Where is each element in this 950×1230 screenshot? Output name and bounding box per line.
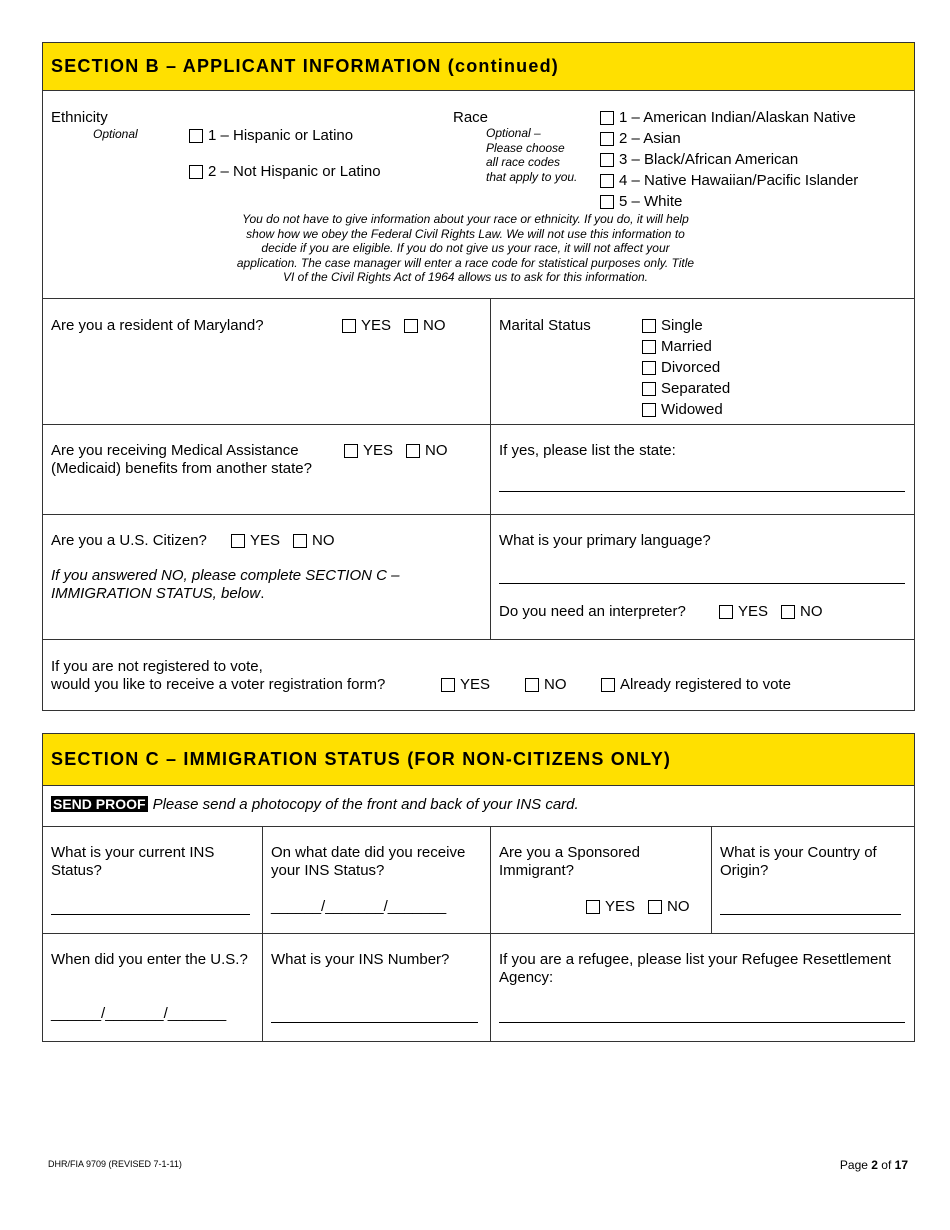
voter-question-line: If you are not registered to vote, (51, 658, 263, 675)
interpreter-yes[interactable] (719, 603, 768, 620)
race-option-pacific-islander[interactable] (600, 172, 858, 190)
option-label: 1 – American Indian/Alaskan Native (619, 109, 856, 126)
checkbox[interactable] (586, 900, 600, 914)
checkbox[interactable] (600, 132, 614, 146)
no-label: NO (800, 603, 823, 620)
checkbox[interactable] (601, 678, 615, 692)
sponsored-question (499, 844, 640, 880)
resident-yes[interactable] (342, 317, 391, 334)
form-id: DHR/FIA 9709 (REVISED 7-1-11) (48, 1159, 182, 1169)
ins-status-line: What is your current INS (51, 844, 215, 861)
checkbox[interactable] (231, 534, 245, 548)
divider (43, 298, 914, 299)
option-label: 4 – Native Hawaiian/Pacific Islander (619, 172, 859, 189)
interpreter-no[interactable] (781, 603, 823, 620)
medicaid-yes[interactable] (344, 442, 393, 459)
race-instruction-line: that apply to you. (486, 169, 578, 184)
sponsored-line: Immigrant? (499, 862, 575, 879)
column-divider (490, 298, 491, 639)
race-option-white[interactable] (600, 193, 682, 211)
ethnicity-label: Ethnicity (51, 109, 108, 126)
race-instructions (486, 126, 577, 184)
option-label: 2 – Not Hispanic or Latino (208, 163, 381, 180)
option-label: Separated (661, 380, 731, 397)
note-line: decide if you are eligible. If you do not give us your race, it will not affect your (261, 241, 670, 255)
sponsored-line: Are you a Sponsored (499, 844, 640, 861)
option-label: Single (661, 317, 703, 334)
divider (43, 826, 914, 827)
medicaid-question (51, 442, 312, 478)
refugee-line: Agency: (499, 969, 554, 986)
ethnicity-option-not-hispanic[interactable] (189, 163, 381, 180)
resident-question: Are you a resident of Maryland? (51, 317, 264, 334)
checkbox[interactable] (404, 319, 418, 333)
ins-date-question (271, 844, 465, 880)
country-line: Origin? (720, 862, 769, 879)
race-instruction-line: Please choose (486, 140, 565, 155)
sponsored-yes[interactable] (586, 898, 635, 915)
race-options (600, 109, 858, 214)
checkbox[interactable] (642, 319, 656, 333)
option-label: 3 – Black/African American (619, 151, 799, 168)
entered-us-field[interactable]: ______/_______/_______ (51, 1005, 227, 1022)
entered-us-question: When did you enter the U.S.? (51, 951, 248, 968)
section-b-header (43, 43, 914, 91)
ins-number-question: What is your INS Number? (271, 951, 450, 968)
checkbox[interactable] (189, 165, 203, 179)
note-line: show how we obey the Federal Civil Rights Law. We will not use this information to (246, 226, 685, 241)
option-label: 2 – Asian (619, 130, 681, 147)
country-field[interactable] (720, 914, 901, 915)
ins-status-field[interactable] (51, 914, 250, 915)
refugee-question (499, 951, 891, 987)
already-label: Already registered to vote (620, 676, 791, 693)
citizen-note-line: If you answered NO, please complete SECTION C – (51, 567, 400, 584)
send-proof-row (51, 795, 579, 814)
civil-rights-note (183, 212, 748, 285)
column-divider (711, 826, 712, 933)
sponsored-no[interactable] (648, 898, 690, 915)
resident-no[interactable] (404, 317, 446, 334)
medicaid-no[interactable] (406, 442, 448, 459)
column-divider (262, 826, 263, 1041)
divider (43, 933, 914, 934)
voter-already-registered[interactable] (601, 676, 791, 693)
checkbox[interactable] (600, 111, 614, 125)
option-label: 1 – Hispanic or Latino (208, 127, 354, 144)
checkbox[interactable] (642, 382, 656, 396)
marital-option-separated[interactable] (642, 380, 730, 398)
page-number (840, 1158, 908, 1172)
voter-question-line: would you like to receive a voter registration form? (51, 676, 386, 693)
section-c (42, 733, 915, 1042)
note-line: You do not have to give information about your race or ethnicity. If you do, it will help (242, 212, 689, 226)
citizen-yes[interactable] (231, 532, 280, 549)
ins-status-line: Status? (51, 862, 102, 879)
no-label: NO (312, 532, 335, 549)
race-label: Race (453, 109, 489, 126)
medicaid-question-line: Are you receiving Medical Assistance (51, 442, 299, 459)
option-label: Widowed (661, 401, 723, 418)
no-label: NO (425, 442, 448, 459)
marital-options (642, 317, 730, 422)
section-b (42, 42, 915, 711)
no-label: NO (423, 317, 446, 334)
checkbox[interactable] (642, 361, 656, 375)
race-instruction-line: Optional – (486, 126, 541, 140)
refugee-line: If you are a refugee, please list your Refugee Resettlement (499, 951, 891, 968)
medicaid-state-label: If yes, please list the state: (499, 442, 676, 459)
marital-status-label: Marital Status (499, 317, 591, 334)
marital-option-widowed[interactable] (642, 401, 723, 419)
section-b-title: SECTION B – APPLICANT INFORMATION (continued) (51, 56, 559, 76)
race-instruction-line: all race codes (486, 155, 561, 169)
ins-date-line: your INS Status? (271, 862, 385, 879)
race-option-asian[interactable] (600, 130, 681, 148)
checkbox[interactable] (342, 319, 356, 333)
checkbox[interactable] (441, 678, 455, 692)
divider (43, 514, 914, 515)
citizen-note-line: IMMIGRATION STATUS, below (51, 585, 261, 602)
checkbox[interactable] (642, 340, 656, 354)
voter-yes[interactable] (441, 676, 490, 693)
yes-label: YES (250, 532, 281, 549)
citizen-no[interactable] (293, 532, 335, 549)
page-mid: of (877, 1158, 895, 1172)
marital-option-married[interactable] (642, 338, 712, 356)
checkbox[interactable] (189, 129, 203, 143)
citizen-question: Are you a U.S. Citizen? (51, 532, 207, 549)
option-label: Divorced (661, 359, 721, 376)
checkbox[interactable] (600, 195, 614, 209)
ins-date-field[interactable]: ______/_______/_______ (271, 898, 447, 915)
section-c-title: SECTION C – IMMIGRATION STATUS (FOR NON-CITIZENS ONLY) (51, 749, 672, 769)
note-line: VI of the Civil Rights Act of 1964 allows us to ask for this information. (282, 270, 649, 284)
interpreter-question: Do you need an interpreter? (499, 603, 686, 620)
checkbox[interactable] (719, 605, 733, 619)
option-label: 5 – White (619, 193, 683, 210)
page-current: 2 (871, 1158, 878, 1172)
divider (43, 424, 914, 425)
race-option-american-indian[interactable] (600, 109, 856, 127)
medicaid-question-line: (Medicaid) benefits from another state? (51, 460, 312, 477)
race-option-black[interactable] (600, 151, 798, 169)
country-question (720, 844, 877, 880)
citizen-note-period: . (260, 585, 265, 602)
yes-label: YES (605, 898, 636, 915)
yes-label: YES (363, 442, 394, 459)
yes-label: YES (738, 603, 769, 620)
checkbox[interactable] (525, 678, 539, 692)
checkbox[interactable] (642, 403, 656, 417)
checkbox[interactable] (600, 174, 614, 188)
no-label: NO (544, 676, 567, 693)
checkbox[interactable] (600, 153, 614, 167)
ethnicity-option-hispanic[interactable] (189, 127, 353, 144)
checkbox[interactable] (293, 534, 307, 548)
medicaid-state-field[interactable] (499, 491, 905, 492)
marital-option-divorced[interactable] (642, 359, 720, 377)
send-proof-badge: SEND PROOF (53, 796, 146, 812)
note-line: application. The case manager will enter a race code for statistical purposes only. Title (236, 255, 695, 270)
ins-status-question (51, 844, 214, 880)
send-proof-text: Please send a photocopy of the front and back of your INS card. (152, 796, 579, 813)
citizen-note (51, 567, 399, 603)
ins-date-line: On what date did you receive (271, 844, 466, 861)
refugee-agency-field[interactable] (499, 1022, 905, 1023)
ins-number-field[interactable] (271, 1022, 478, 1023)
section-c-header (43, 734, 914, 786)
column-divider (490, 826, 491, 1041)
checkbox[interactable] (648, 900, 662, 914)
divider (43, 639, 914, 640)
language-field[interactable] (499, 583, 905, 584)
language-question: What is your primary language? (499, 532, 711, 549)
page-prefix: Page (839, 1158, 872, 1172)
yes-label: YES (361, 317, 392, 334)
no-label: NO (667, 898, 690, 915)
marital-option-single[interactable] (642, 317, 703, 335)
checkbox[interactable] (781, 605, 795, 619)
country-line: What is your Country of (720, 844, 877, 861)
yes-label: YES (460, 676, 491, 693)
checkbox[interactable] (344, 444, 358, 458)
checkbox[interactable] (406, 444, 420, 458)
voter-no[interactable] (525, 676, 567, 693)
ethnicity-optional: Optional (93, 127, 138, 141)
page-total: 17 (894, 1158, 908, 1172)
voter-question (51, 658, 385, 694)
option-label: Married (661, 338, 712, 355)
